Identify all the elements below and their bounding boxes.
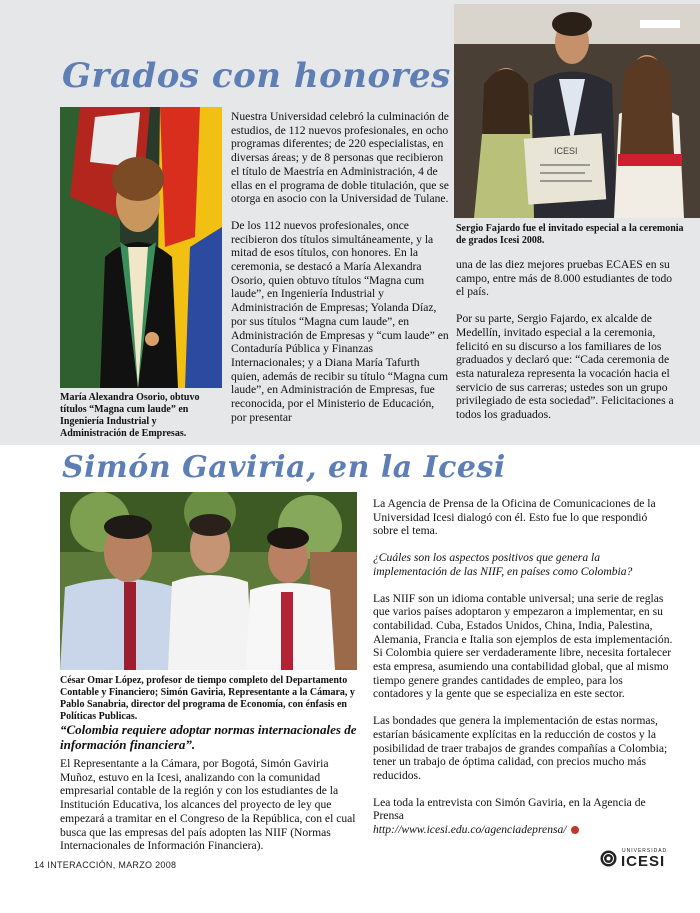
closing-note <box>373 796 673 837</box>
page-footer: 14 INTERACCIÓN, MARZO 2008 <box>34 860 177 870</box>
paragraph: Nuestra Universidad celebró la culminación de estudios, de 112 nuevos profesionales, en ocho programas diferentes; de 220 especialistas, en diversas áreas; y de 8 personas que recibieron el título de Maestría en Administración, 4 de ellas en el programa de doble titulación, que se otorga en asocio con la Universidad de Tulane. <box>231 110 449 206</box>
bullet-icon <box>571 826 579 834</box>
logo-text: ICESI <box>621 853 666 870</box>
caption-ceremony: Sergio Fajardo fue el invitado especial a la ceremonia de grados Icesi 2008. <box>456 223 684 246</box>
caption-three-men: César Omar López, profesor de tiempo completo del Departamento Contable y Financiero; Simón Gaviria, Representante a la Cámara, y Pablo Sanabria, director del programa de Economía, con énfasis en Políticas Publicas. <box>60 675 355 722</box>
section1-column2 <box>456 258 681 435</box>
logo-emblem-icon <box>600 850 617 867</box>
paragraph: De los 112 nuevos profesionales, once recibieron dos títulos simultáneamente, y la mitad de esos títulos, con honores. En la ceremonia, se destacó a María Alexandra Osorio, quien obtuvo títulos “Magna cum laude”, en Ingeniería Industrial y Administración de Empresas; Yolanda Díaz, por sus títulos “Magna cum laude”, en Administración de Empresas y “cum laude” en Contaduría Pública y Finanzas Internacionales; y a Diana María Tafurth quien, además de recibir su título “Magna cum laude”, en Administración de Empresas, fue reconocida, por el Ministerio de Educación, por presentar <box>231 218 449 424</box>
interview-question: ¿Cuáles son los aspectos positivos que genera la implementación de las NIIF, en países como Colombia? <box>373 551 633 578</box>
ceremony-photo-image <box>454 4 700 218</box>
paragraph: Por su parte, Sergio Fajardo, ex alcalde de Medellín, invitado especial a la ceremonia, felicitó en su discurso a los familiares de los graduados y declaró que: “Cada ceremonia de esta naturaleza representa la vocación hacia el servicio de sus carreras; ustedes son un grupo privilegiado de esta sociedad”. Felicitaciones a todos los graduados. <box>456 312 674 422</box>
logo-small-text: UNIVERSIDAD <box>622 848 668 854</box>
paragraph: La Agencia de Prensa de la Oficina de Comunicaciones de la Universidad Icesi dialogó con él. Esto fue lo que respondió sobre el tema. <box>373 497 656 538</box>
photo-graduate <box>60 107 222 388</box>
graduate-photo-image <box>60 107 222 388</box>
paragraph: una de las diez mejores pruebas ECAES en su campo, entre más de 8.000 estudiantes de todo el país. <box>456 258 673 299</box>
section2-right-column <box>373 497 673 850</box>
closing-text: Lea toda la entrevista con Simón Gaviria, en la Agencia de Prensa <box>373 795 646 823</box>
caption-graduate: María Alexandra Osorio, obtuvo títulos “Magna cum laude” en Ingeniería Industrial y Administración de Empresas. <box>60 392 200 439</box>
pull-quote: “Colombia requiere adoptar normas internacionales de información financiera”. <box>60 722 357 752</box>
icesi-logo <box>598 846 676 870</box>
diploma-title: ICESI <box>554 146 578 156</box>
section2-left-column <box>60 757 360 866</box>
photo-ceremony <box>454 4 700 218</box>
section-title-grados: Grados con honores <box>62 56 451 96</box>
photo-three-men <box>60 492 357 670</box>
paragraph: Las NIIF son un idioma contable universal; una serie de reglas que varios países adoptaron y empezaron a implementar, en su contabilidad. Cuba, Estados Unidos, China, India, Palestina, Alemania, Francia e Italia son ejemplos de esta implementación. Si Colombia quiere ser verdaderamente libre, necesita fortalecer esta empresa, asumiendo una contabilidad global, que al mismo tiempo genere grandes cantidades de empleo, para los contadores y la gente que se especializa en este sector. <box>373 591 673 701</box>
three-men-photo-image <box>60 492 357 670</box>
section-title-simon: Simón Gaviria, en la Icesi <box>62 450 506 485</box>
paragraph: Las bondades que genera la implementación de estas normas, estarían básicamente explícitas en la reducción de costos y la posibilidad de traer trabajos de grandes compañías a Colombia; tener un trabajo de óptima calidad, con precios mucho más reducidos. <box>373 714 668 782</box>
agency-link[interactable]: http://www.icesi.edu.co/agenciadeprensa/ <box>373 823 567 837</box>
paragraph: El Representante a la Cámara, por Bogotá, Simón Gaviria Muñoz, estuvo en la Icesi, analizando con la comunidad empresarial contable de la región y con los estudiantes de la Institución Educativa, los alcances del proyecto de ley que empezará a tramitar en el Congreso de la República, con el cual busca que las empresas del país adopten las NIIF (Normas Internacionales de Información Financiera). <box>60 757 356 853</box>
section1-column1 <box>231 110 449 437</box>
